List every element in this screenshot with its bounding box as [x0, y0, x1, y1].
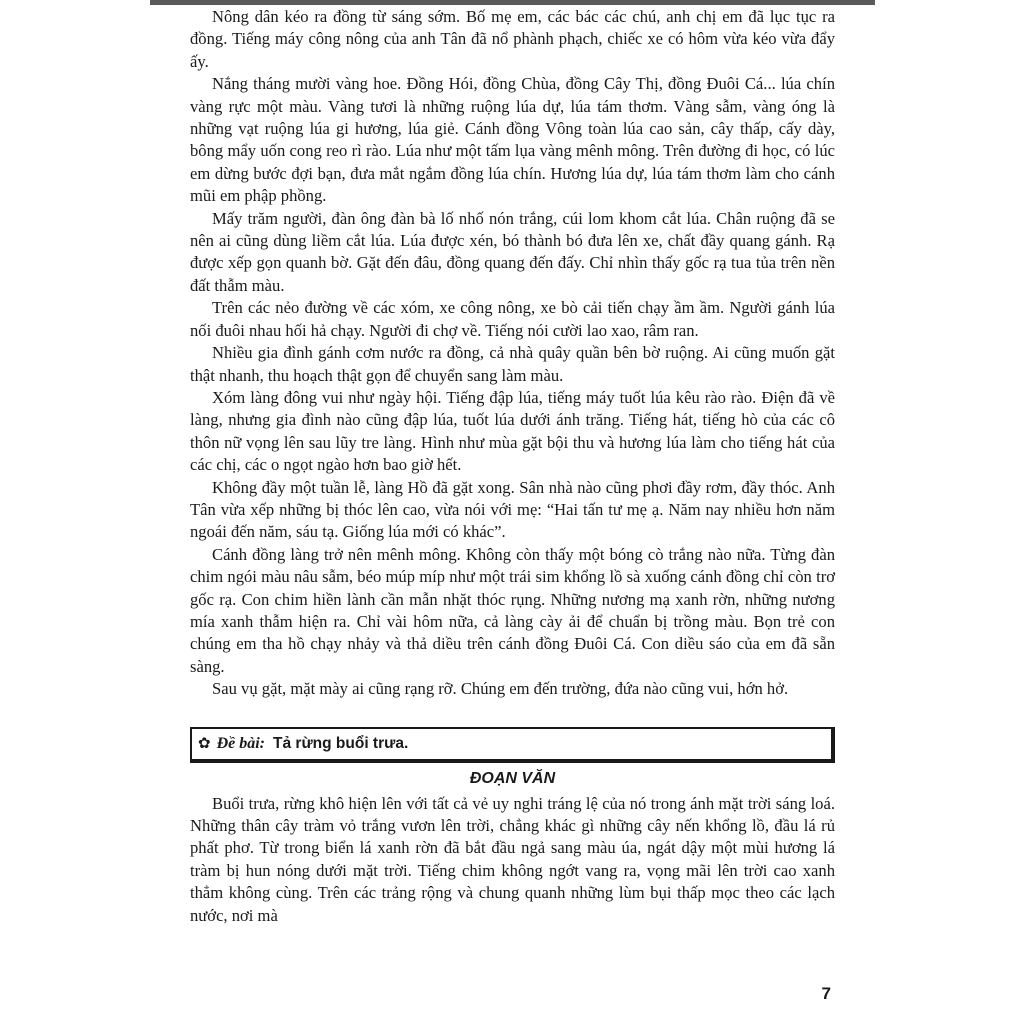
page-number: 7: [821, 984, 831, 1003]
paragraph: Buổi trưa, rừng khô hiện lên với tất cả vẻ uy nghi tráng lệ của nó trong ánh mặt trời sáng loá. Những thân cây tràm vỏ trắng vươn lên trời, chẳng khác gì những cây nến khổng lồ, đầu lá rủ phất phơ. Từ trong biển lá xanh rờn đã bắt đầu ngả sang màu úa, ngát dậy một mùi hương lá tràm bị hun nóng dưới mặt trời. Tiếng chim không ngớt vang ra, vọng mãi lên trời cao xanh thẳm không cùng. Trên các trảng rộng và chung quanh những lùm bụi thấp mọc theo các lạch nước, nơi mà: [190, 793, 835, 925]
flower-icon: ✿: [198, 736, 211, 753]
paragraph: Mấy trăm người, đàn ông đàn bà lố nhố nón trắng, cúi lom khom cắt lúa. Chân ruộng đã se nên ai cũng dùng liềm cắt lúa. Lúa được xén, bó thành bó đưa lên xe, chất đầy quang gánh. Rạ được xếp gọn quanh bờ. Gặt đến đâu, đồng quang đến đấy. Chỉ nhìn thấy gốc rạ tua tủa trên nền đất thẫm màu.: [190, 208, 835, 295]
book-page: [190, 6, 835, 1016]
paragraph: Nhiều gia đình gánh cơm nước ra đồng, cả nhà quây quần bên bờ ruộng. Ai cũng muốn gặt thật nhanh, thu hoạch thật gọn để chuyển sang làm màu.: [190, 343, 835, 385]
paragraph: Không đầy một tuần lễ, làng Hồ đã gặt xong. Sân nhà nào cũng phơi đầy rơm, đầy thóc. Anh Tân vừa xếp những bị thóc lên cao, vừa nói với mẹ: “Hai tấn tư mẹ ạ. Năm nay nhiều hơn năm ngoái đến năm, sáu tạ. Giống lúa mới có khác”.: [190, 477, 835, 542]
assignment-box: [190, 727, 835, 763]
paragraph: Trên các nẻo đường về các xóm, xe công nông, xe bò cải tiến chạy ầm ầm. Người gánh lúa nối đuôi nhau hối hả chạy. Người đi chợ về. Tiếng nói cười lao xao, râm ran.: [190, 298, 835, 340]
paragraph: Nông dân kéo ra đồng từ sáng sớm. Bố mẹ em, các bác các chú, anh chị em đã lục tục ra đồng. Tiếng máy công nông của anh Tân đã nổ phành phạch, chiếc xe có hôm vừa kéo vừa đẩy ấy.: [190, 7, 835, 71]
paragraph: Sau vụ gặt, mặt mày ai cũng rạng rỡ. Chúng em đến trường, đứa nào cũng vui, hớn hở.: [212, 679, 789, 699]
paragraph: Xóm làng đông vui như ngày hội. Tiếng đập lúa, tiếng máy tuốt lúa kêu rào rào. Điện đã về làng, nhưng gia đình nào cũng đập lúa, tuốt lúa dưới ánh trăng. Tiếng hát, tiếng hò của các cô thôn nữ vọng lên sau lũy tre làng. Hình như mùa gặt bội thu và hương lúa làm cho tiếng hát của các chị, các o ngọt ngào hơn bao giờ hết.: [190, 387, 835, 475]
assignment-topic: Tả rừng buổi trưa.: [273, 734, 409, 752]
paragraph: Cánh đồng làng trở nên mênh mông. Không còn thấy một bóng cò trắng nào nữa. Từng đàn chim ngói màu nâu sẫm, béo múp míp như một trái sim khổng lồ sà xuống cánh đồng chỉ còn trơ gốc rạ. Con chim hiền lành cần mẫn nhặt thóc rụng. Những nương mạ xanh rờn, những nương mía xanh thẫm hiện ra. Chỉ vài hôm nữa, cả làng cày ải để chuẩn bị trồng màu. Bọn trẻ con chúng em tha hồ chạy nhảy và thả diều trên cánh đồng Đuôi Cá. Con diều sáo của em đã sẵn sàng.: [190, 544, 835, 676]
passage-harvest: [190, 6, 835, 701]
paragraph: Nắng tháng mười vàng hoe. Đồng Hói, đồng Chùa, đồng Cây Thị, đồng Đuôi Cá... lúa chín vàng rực một màu. Vàng tươi là những ruộng lúa dự, lúa tám thơm. Vàng sẫm, vàng óng là những vạt ruộng lúa gi hương, lúa giẻ. Cánh đồng Vông toàn lúa cao sản, cây thấp, cấy dày, bông mẩy uốn cong reo rì rào. Lúa như một tấm lụa vàng mênh mông. Trên đường đi học, có lúc em dừng bước đợi bạn, đưa mắt ngắm đồng lúa chín. Hương lúa dự, lúa tám thơm làm cho cánh mũi em phập phồng.: [190, 74, 835, 206]
passage-forest: [190, 793, 835, 927]
section-title: ĐOẠN VĂN: [469, 769, 556, 787]
assignment-label: Đề bài:: [216, 734, 266, 752]
scan-top-edge: [150, 0, 875, 5]
